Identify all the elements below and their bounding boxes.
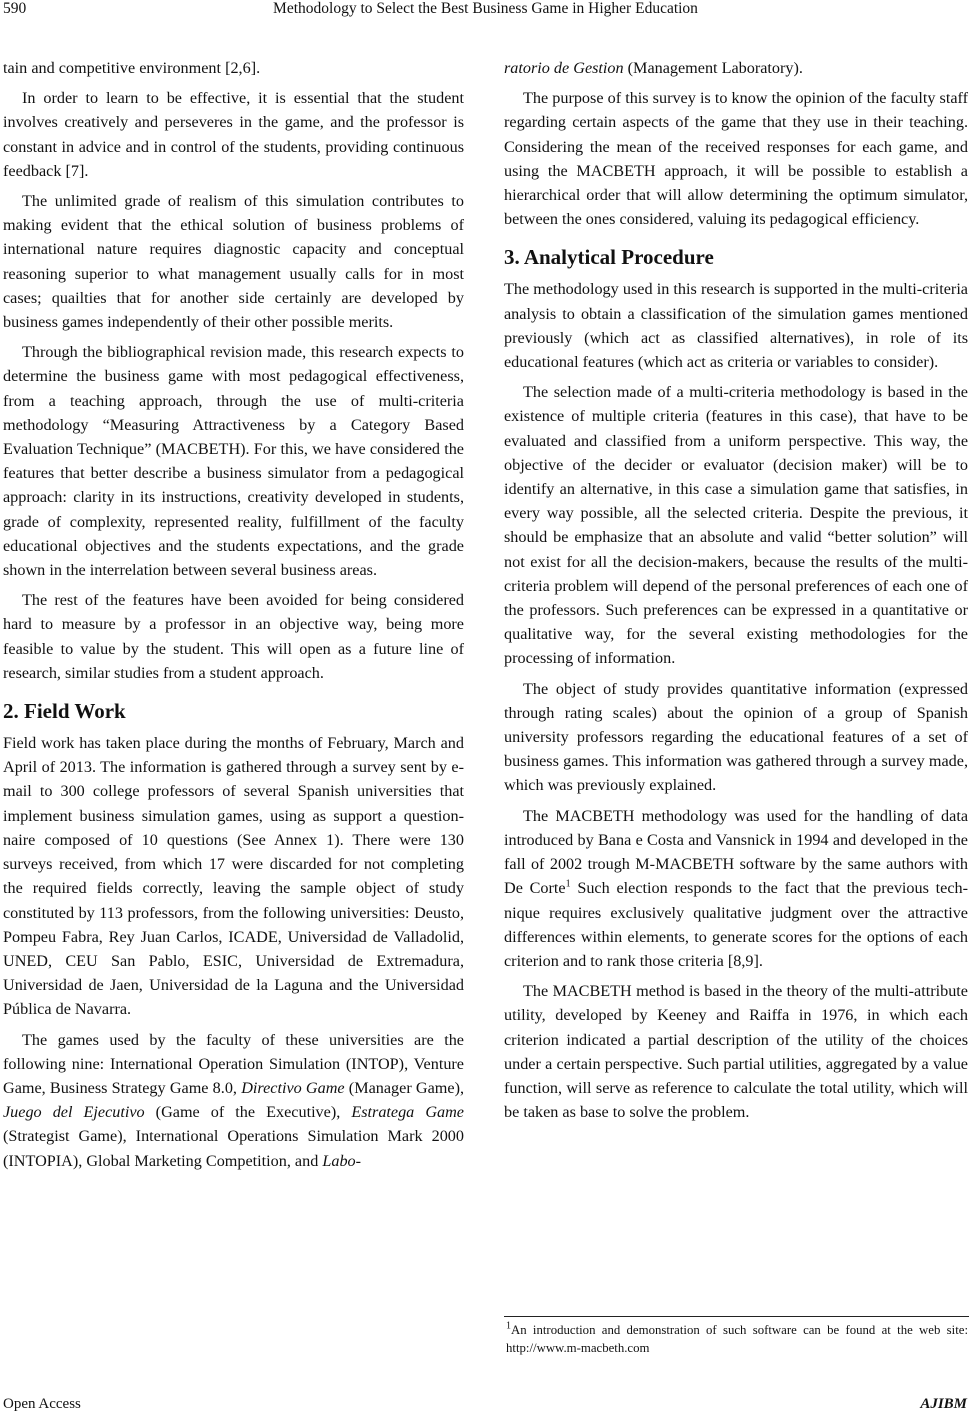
running-title: Methodology to Select the Best Business Game in Higher Education bbox=[273, 0, 698, 17]
running-head bbox=[0, 0, 971, 22]
text-run: The games used by the faculty of these universities are the following nine: International Operation Simulation (INTOP), Venture Game, Business Strategy Game 8.0, bbox=[3, 1030, 464, 1097]
text-run: (Game of the Executive), bbox=[144, 1103, 352, 1122]
right-column bbox=[504, 56, 968, 1124]
section-heading-analytical-procedure: 3. Analytical Procedure bbox=[504, 245, 714, 270]
left-column bbox=[3, 56, 464, 1173]
paragraph: The MACBETH method is based in the theory of the multi-attribute utility, developed by Keeney and Raiffa in 1976, in which each criterion indicated a partial description of the utility of the choices under a certain perspective. Such partial utilities, aggregated by a value function, will serve as reference to calculate the total utility, which will be taken as base to solve the problem. bbox=[504, 982, 968, 1122]
paragraph: The methodology used in this research is supported in the multi-criteria analysis to obtain a classification of the simulation games mentioned previously (which act as classified alternatives), in role of its educational features (which act as criteria or variables to consider). bbox=[504, 280, 968, 372]
paragraph bbox=[504, 804, 968, 973]
footnote-number: 1 bbox=[506, 1320, 511, 1332]
footnote-marker[interactable]: 1 bbox=[565, 878, 571, 890]
paragraph: The selection made of a multi-criteria methodology is based in the existence of multiple criteria (features in this case), that have to be evaluated and classified from a uniform perspective. This way, the objective of the decider or evaluator (decision maker) will be to identify an alternative, in this case a simulation game that satisfies, in every way possible, all the selected criteria. Despite the previous, it should be emphasize that an absolute and valid “better solution” will not exist for all the decision-makers, because the results of the multi-criteria problem will depend of the personal preferences of each one of the professors. Such preferences can be expressed in a quantitative or qualitative way, for the several existing methodologies for the processing of information. bbox=[504, 383, 968, 668]
text-run: Such election responds to the fact that the previous technique requires exclusively qualitative judgment over the attractive differences within elements, to generate scores for the options of each criterion and to rank those criteria [8,9]. bbox=[504, 879, 968, 970]
text-run: The MACBETH methodology was used for the handling of data introduced by Bana e Costa and Vansnick in 1994 and developed in the fall of 2002 trough M-MACBETH software by the same authors with De Corte bbox=[504, 806, 968, 898]
footnote-divider bbox=[504, 1316, 969, 1317]
game-name-italic: Juego del Ejecutivo bbox=[3, 1103, 145, 1122]
game-name-italic: Estratega Game bbox=[351, 1103, 464, 1122]
text-run: (Management Laboratory). bbox=[623, 59, 803, 77]
game-name-italic: Directivo Game bbox=[241, 1078, 345, 1097]
page-footer bbox=[0, 1395, 971, 1413]
paragraph: Field work has taken place during the months of February, March and April of 2013. The information is gathered through a survey sent by e-mail to 300 college professors of several Spanish universities that implement business simulation games, using as support a questionnaire composed of 10 questions (See Annex 1). There were 130 surveys received, from which 17 were discarded for not completing the required fields correctly, leaving the sample object of study constituted by 113 professors, from the following universities: Deusto, Pompeu Fabra, Rey Juan Carlos, ICADE, Universidad de Valladolid, UNED, CEU San Pablo, ESIC, Universidad de Extremadura, Universidad de Jaen, Universidad de la Laguna and the Universidad Pública de Navarra. bbox=[3, 734, 464, 1019]
footnote bbox=[506, 1322, 968, 1357]
paragraph: The rest of the features have been avoided for being considered hard to measure by a professor in an objective way, being more feasible to value by the student. This will open as a future line of research, similar studies from a student approach. bbox=[3, 591, 464, 682]
text-run: (Manager Game), bbox=[344, 1078, 465, 1097]
paragraph: Through the bibliographical revision made, this research expects to determine the business game with most pedagogical effectiveness, from a teaching approach, through the use of multi-criteria methodology “Measuring Attractiveness by a Category Based Evaluation Technique” (MACBETH). For this, we have considered the features that better describe a business simulator from a pedagogical approach: clarity in its instructions, creativity developed in students, grade of complexity, represented reality, fulfillment of the faculty educational objectives and the students expectations, and the grade shown in the interrelation between several business areas. bbox=[3, 343, 464, 580]
text-run: (Strategist Game), International Operations Simulation Mark 2000 (INTOPIA), Global Marketing Competition, and bbox=[3, 1127, 464, 1170]
page-number: 590 bbox=[3, 0, 27, 17]
paragraph: The purpose of this survey is to know the opinion of the faculty staff regarding certain aspects of the game that they use in their teaching. Considering the mean of the received responses for each game, and using the MACBETH approach, it will be possible to establish a hierarchical order that will allow determining the optimum simulator, between the ones considered, valuing its pedagogical efficiency. bbox=[504, 89, 968, 229]
game-name-italic: Labo- bbox=[322, 1151, 362, 1170]
game-name-italic: ratorio de Gestion bbox=[504, 59, 624, 77]
paragraph: tain and competitive environment [2,6]. bbox=[3, 59, 261, 77]
paragraph bbox=[504, 56, 968, 80]
journal-abbreviation: AJIBM bbox=[920, 1396, 967, 1412]
section-heading-field-work: 2. Field Work bbox=[3, 699, 126, 724]
open-access-label: Open Access bbox=[3, 1396, 81, 1412]
paragraph-games-list bbox=[3, 1028, 464, 1173]
paragraph: The unlimited grade of realism of this simulation contributes to making evident that the ethical solution of business problems of international nature requires diagnostic capacity and conceptual reasoning superior to what management usually calls for in most cases; quailties that for another side certainly are developed by business games independently of their other possible merits. bbox=[3, 192, 464, 332]
footnote-text: An introduction and demonstration of such software can be found at the web site: http://www.m-macbeth.com bbox=[506, 1323, 968, 1355]
paragraph: The object of study provides quantitative information (expressed through rating scales) about the opinion of a group of Spanish university professors regarding the educational features of a set of business games. This information was gathered through a survey made, which was previously explained. bbox=[504, 679, 968, 795]
paragraph: In order to learn to be effective, it is essential that the student involves creatively and perseveres in the game, and the professor is constant in advice and in control of the students, providing continuous feedback [7]. bbox=[3, 89, 464, 180]
